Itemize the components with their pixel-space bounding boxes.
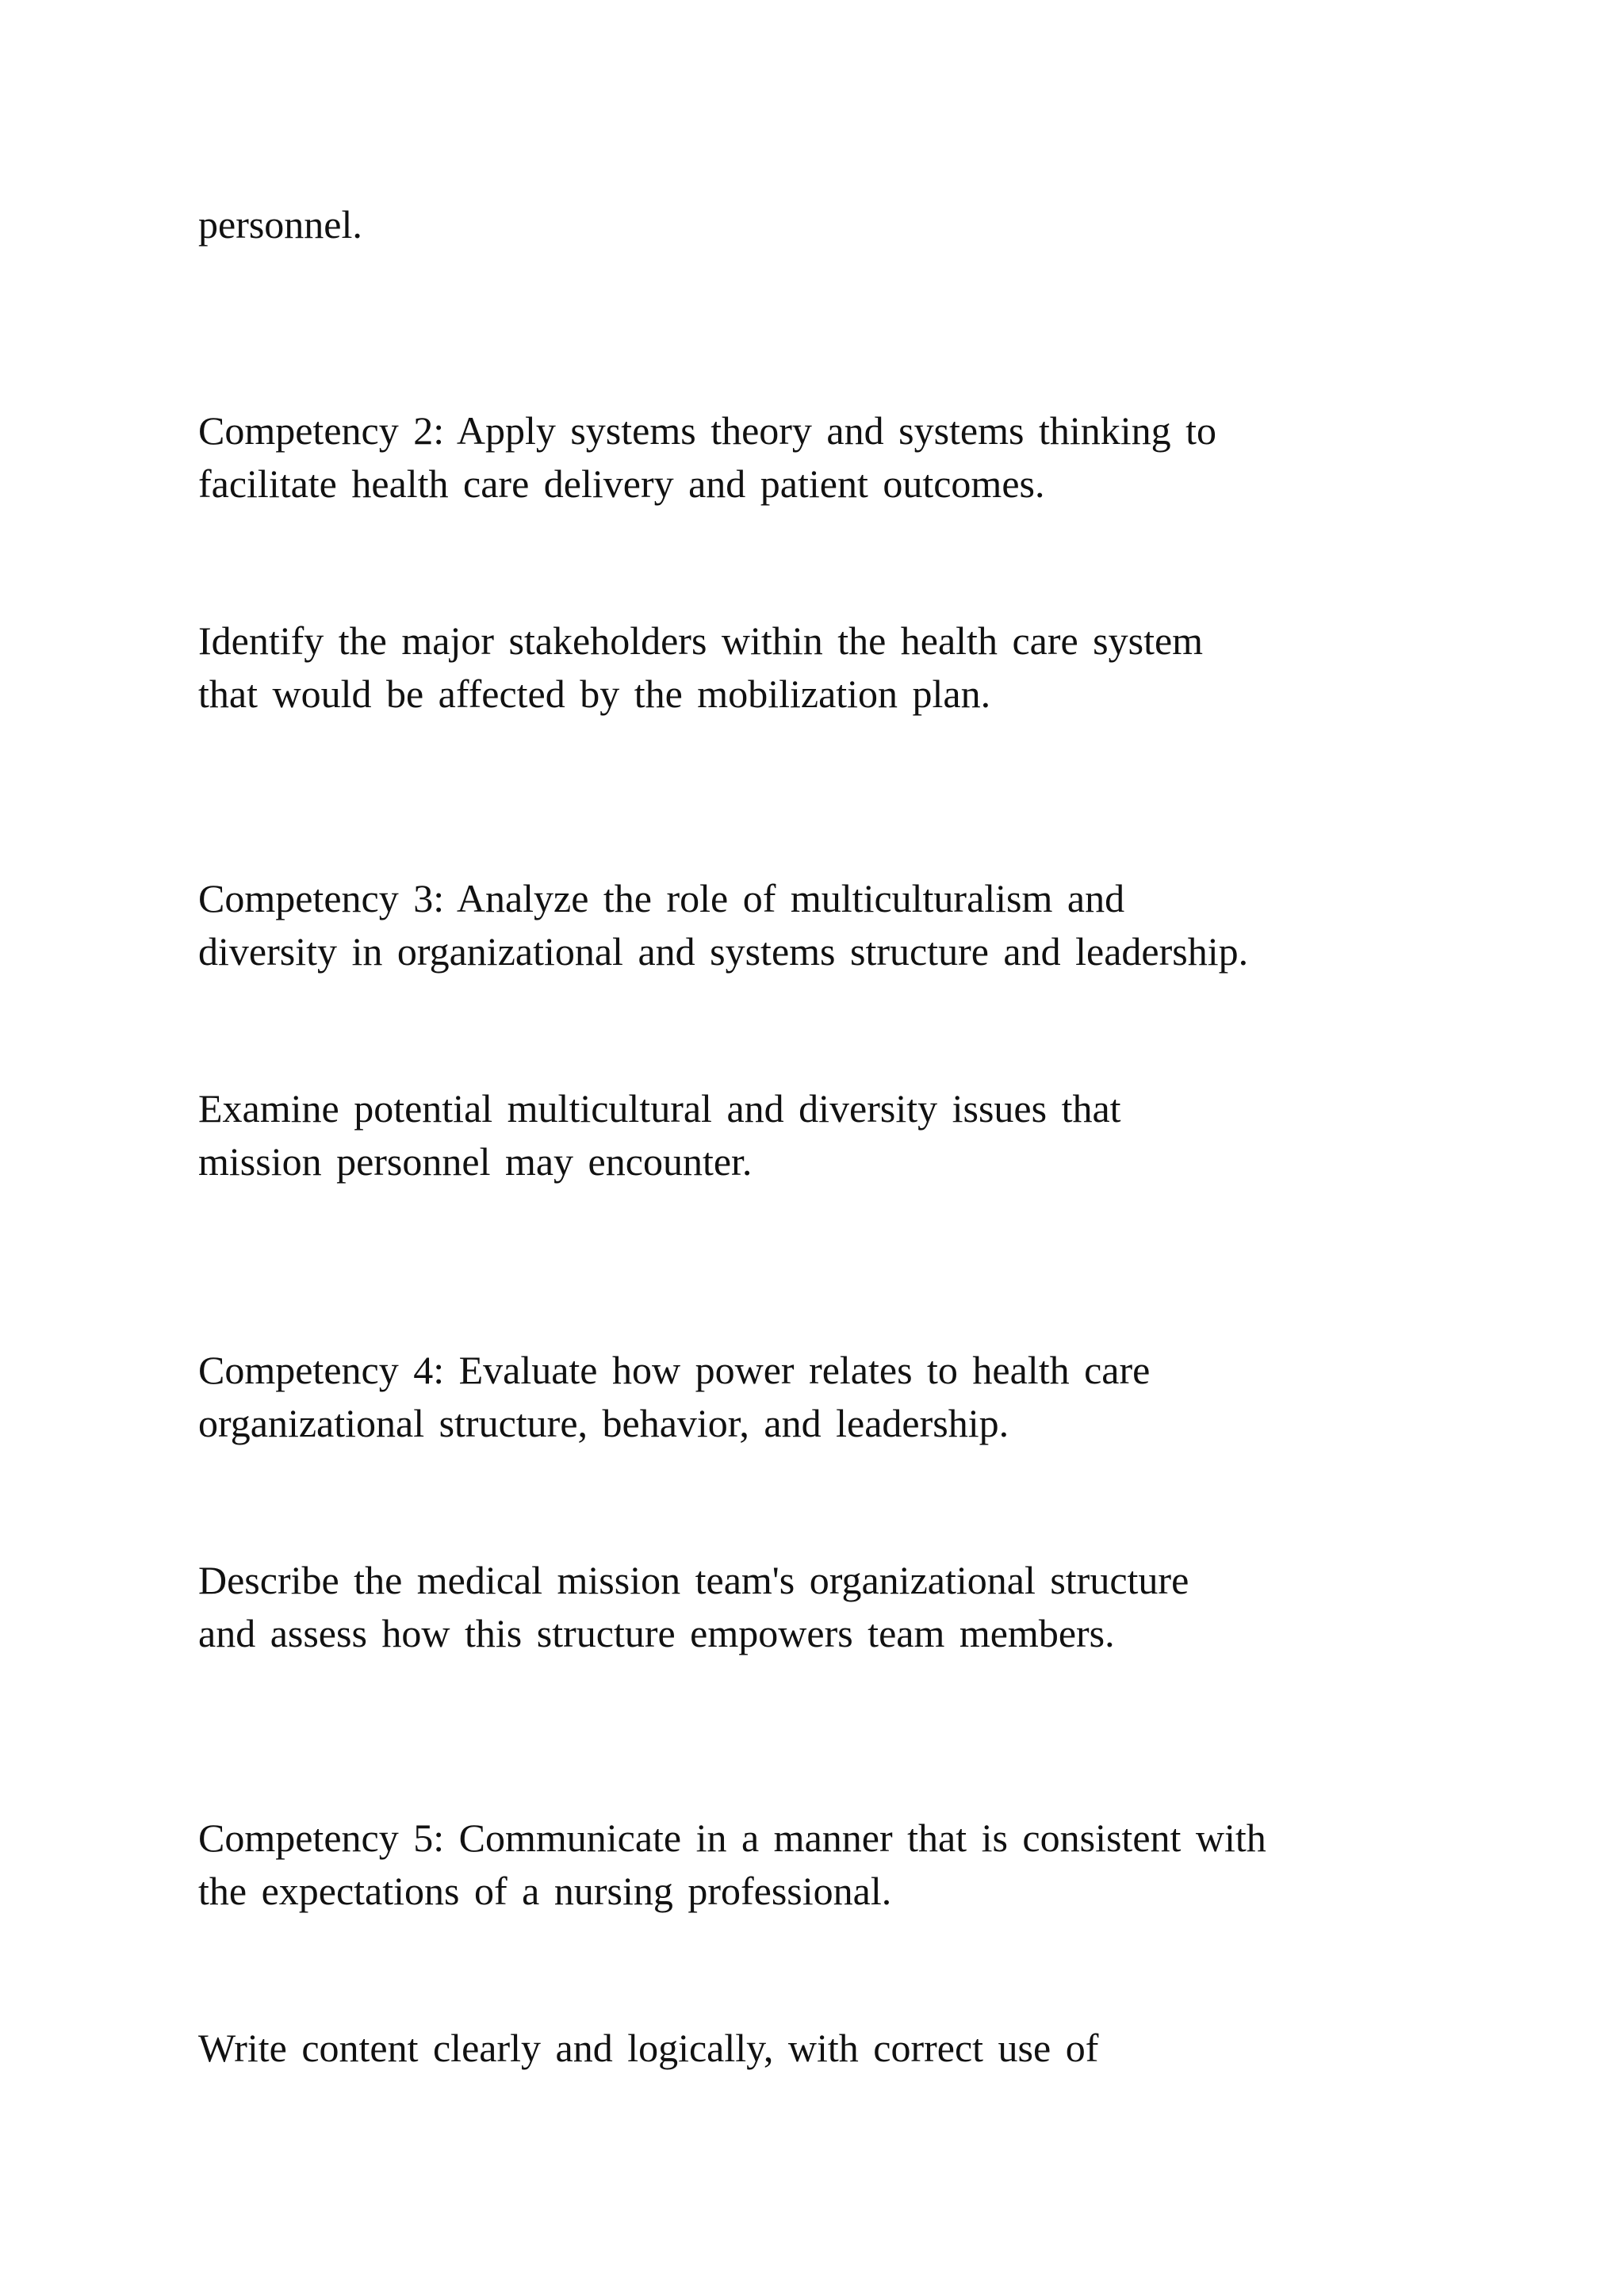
text-line: Competency 4: Evaluate how power relates to health care	[198, 1348, 1151, 1392]
paragraph-competency-5	[198, 1812, 1467, 1918]
text-line: mission personnel may encounter.	[198, 1139, 753, 1184]
text-line: diversity in organizational and systems structure and leadership.	[198, 929, 1249, 974]
text-line: organizational structure, behavior, and leadership.	[198, 1401, 1009, 1445]
text-line: Write content clearly and logically, with correct use of	[198, 2026, 1099, 2070]
text-line: facilitate health care delivery and patient outcomes.	[198, 461, 1045, 506]
text-line: that would be affected by the mobilization plan.	[198, 672, 991, 716]
text-line: Competency 3: Analyze the role of multiculturalism and	[198, 876, 1125, 920]
text-line: Identify the major stakeholders within the health care system	[198, 618, 1204, 663]
paragraph-task-structure	[198, 1554, 1467, 1660]
paragraph-task-multicultural	[198, 1082, 1467, 1188]
text-line: Competency 2: Apply systems theory and systems thinking to	[198, 408, 1217, 453]
text-line: Describe the medical mission team's organizational structure	[198, 1558, 1189, 1602]
text-line: the expectations of a nursing professional.	[198, 1869, 892, 1913]
paragraph-competency-3	[198, 872, 1467, 978]
paragraph-task-writing	[198, 2022, 1467, 2075]
paragraph-competency-2	[198, 404, 1467, 511]
text-line: Examine potential multicultural and diversity issues that	[198, 1086, 1121, 1131]
paragraph-competency-4	[198, 1344, 1467, 1450]
text-line: personnel.	[198, 202, 362, 247]
paragraph-personnel-fragment	[198, 198, 1467, 251]
paragraph-task-stakeholders	[198, 614, 1467, 721]
text-line: and assess how this structure empowers team members.	[198, 1611, 1115, 1655]
text-line: Competency 5: Communicate in a manner that is consistent with	[198, 1816, 1266, 1860]
